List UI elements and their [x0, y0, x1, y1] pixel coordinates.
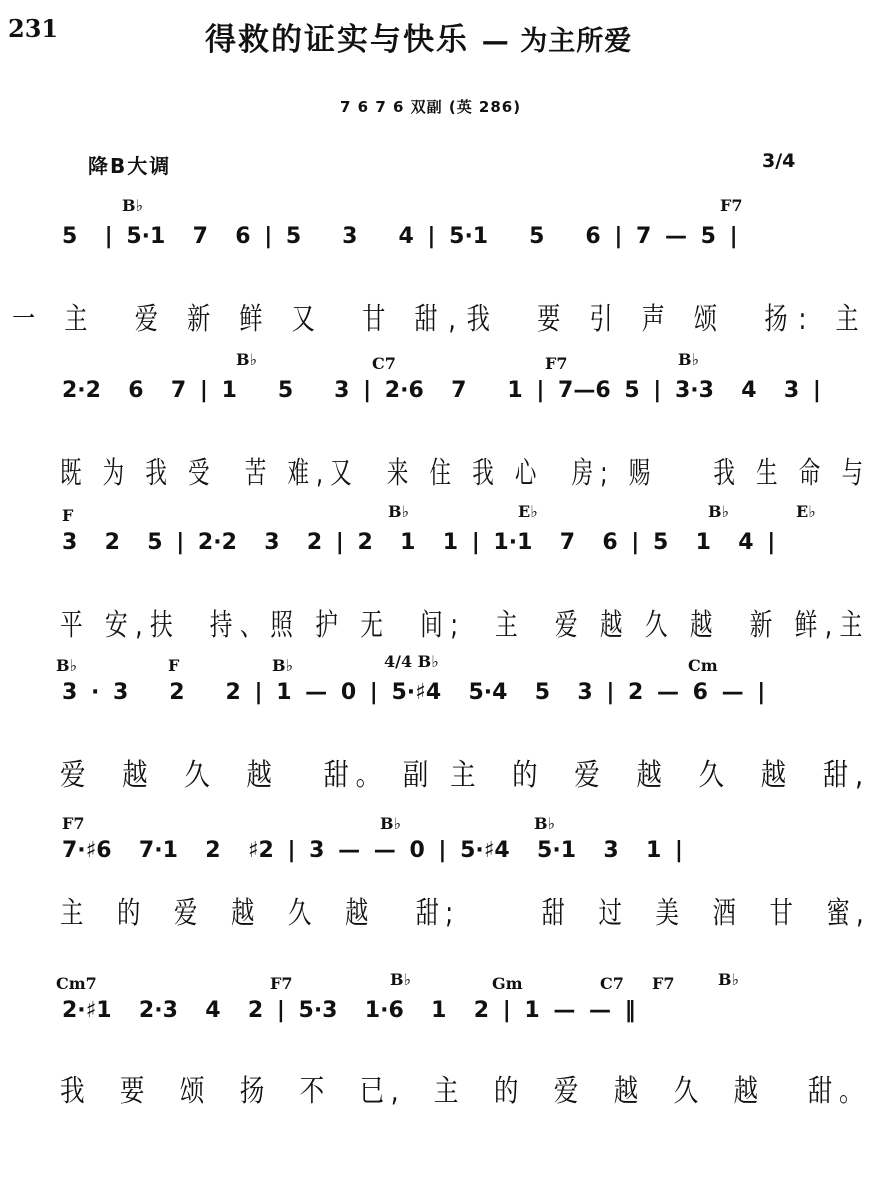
- chord: B♭: [708, 502, 730, 521]
- staff-1: [0, 196, 885, 256]
- staff-5: [0, 810, 885, 870]
- chord: C7: [372, 354, 396, 373]
- chord: B♭: [388, 502, 410, 521]
- lyric-text: 主 的 爱 越 久 越 甜; 甜 过 美 酒 甘 蜜,: [60, 896, 870, 931]
- lyric-text: 一 主 爱 新 鲜 又 甘 甜,我 要 引 声 颂 扬: 主: [12, 302, 870, 337]
- lyric-text: 平 安,扶 持、照 护 无 间; 主 爱 越 久 越 新 鲜,主: [60, 608, 870, 643]
- chord: F7: [62, 814, 85, 833]
- chord: B♭: [390, 970, 412, 989]
- chord: B♭: [678, 350, 700, 369]
- lyric-text: 我 要 颂 扬 不 已, 主 的 爱 越 久 越 甜。: [60, 1074, 871, 1109]
- meter-label: 7 6 7 6 双副 (英 286): [340, 98, 522, 116]
- notation-line: 3 2 5 | 2·2 3 2 | 2 1 1 | 1·1 7 6 | 5 1 4 |: [62, 530, 776, 555]
- chord: F: [62, 506, 74, 525]
- chord: B♭: [718, 970, 740, 989]
- notation-line: 2·2 6 7 | 1 5 3 | 2·6 7 1 | 7—6 5 | 3·3 4 3 |: [62, 378, 821, 403]
- title-main: 得救的证实与快乐: [205, 22, 469, 58]
- staff-6: [0, 970, 885, 1030]
- chord: F7: [720, 196, 743, 215]
- notation-line: 3 · 3 2 2 | 1 — 0 | 5·♯4 5·4 5 3 | 2 — 6 — |: [62, 680, 766, 705]
- staff-3: [0, 502, 885, 562]
- notation-line: 5 | 5·1 7 6 | 5 3 4 | 5·1 5 6 | 7 — 5 |: [62, 224, 738, 249]
- chord: F: [168, 656, 180, 675]
- chord: F7: [270, 974, 293, 993]
- chord: B♭: [380, 814, 402, 833]
- chord: B♭: [534, 814, 556, 833]
- hymn-number: 231: [8, 14, 59, 43]
- chord: B♭: [122, 196, 144, 215]
- lyric-line-5: [0, 888, 885, 958]
- chord: Cm7: [56, 974, 97, 993]
- staff-4: [0, 652, 885, 712]
- staff-2: [0, 350, 885, 410]
- chord: B♭: [272, 656, 294, 675]
- title-subtitle: — 为主所爱: [481, 26, 633, 57]
- chord: F7: [545, 354, 568, 373]
- lyric-text: 既 为 我 受 苦 难,又 来 住 我 心 房; 赐 我 生 命 与: [60, 456, 871, 491]
- chord: 4/4 B♭: [384, 652, 439, 671]
- chord: C7: [600, 974, 624, 993]
- lyric-text: 爱 越 久 越 甜。 副 主 的 爱 越 久 越 甜,: [60, 758, 870, 793]
- chord: F7: [652, 974, 675, 993]
- chord: Cm: [688, 656, 718, 675]
- key-signature: 降B大调: [88, 154, 172, 178]
- time-signature: 3/4: [762, 150, 796, 172]
- lyric-line-6: [0, 1066, 885, 1136]
- chord: E♭: [796, 502, 816, 521]
- notation-line: 2·♯1 2·3 4 2 | 5·3 1·6 1 2 | 1 — — ‖: [62, 998, 636, 1023]
- chord: E♭: [518, 502, 538, 521]
- chord: B♭: [56, 656, 78, 675]
- notation-line: 7·♯6 7·1 2 ♯2 | 3 — — 0 | 5·♯4 5·1 3 1 |: [62, 838, 683, 863]
- chord: Gm: [492, 974, 523, 993]
- hymn-title: [205, 14, 632, 59]
- chord: B♭: [236, 350, 258, 369]
